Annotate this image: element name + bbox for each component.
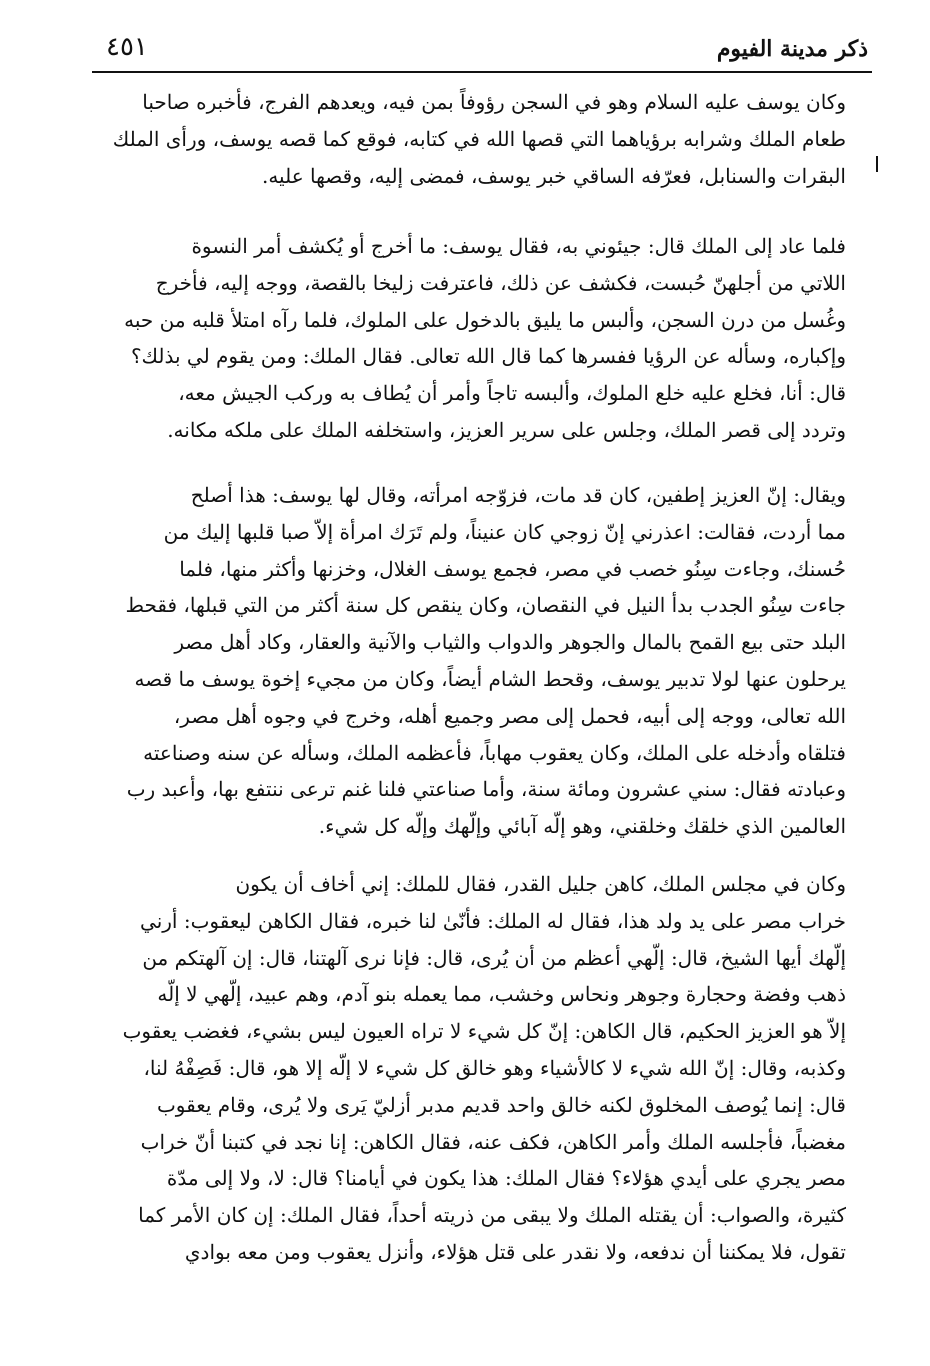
text-line: مما أردت، فقالت: اعذرني إنّ زوجي كان عنيناً، ولم تَرَك امرأة إلاّ صبا قلبها إليك من (163, 519, 846, 544)
text-line: مصر يجري على أيدي هؤلاء؟ فقال الملك: هذا يكون في أيامنا؟ قال: لا، ولا إلى مدّة (166, 1166, 846, 1191)
chapter-title: ذكر مدينة الفيوم (716, 36, 868, 62)
text-line: فلما عاد إلى الملك قال: جيئوني به، فقال يوسف: ما أخرج أو يُكشف أمر النسوة (191, 234, 846, 258)
running-header (92, 28, 868, 72)
text-line: وتردد إلى قصر الملك، وجلس على سرير العزيز، واستخلفه الملك على ملكه مكانه. (167, 417, 846, 442)
text-line: تقول، فلا يمكننا أن ندفعه، ولا نقدر على قتل هؤلاء، وأنزل يعقوب ومن معه بوادي (184, 1239, 846, 1264)
text-line: اللاتي من أجلهنّ حُبست، فكشف عن ذلك، فاعترفت زليخا بالقصة، ووجه إليه، فأخرج (155, 270, 846, 295)
text-line: العالمين الذي خلقك وخلقني، وهو إلّه آبائي وإلّهك وإلّه كل شيء. (318, 814, 846, 839)
paragraph-4 (70, 866, 846, 1271)
text-line: إلّهك أيها الشيخ، قال: إلّهي أعظم من أن يُرى، قال: فإنا نرى آلهتنا، قال: إن آلهتكم من (142, 945, 846, 970)
header-rule (92, 71, 872, 73)
text-line: ذهب وفضة وحجارة وجوهر ونحاس وخشب، مما يعمله بنو آدم، وهم عبيد، إلّهي لا إلّه (157, 982, 846, 1007)
text-line: ويقال: إنّ العزيز إطفين، كان قد مات، فزوّجه امرأته، وقال لها يوسف: هذا أصلح (190, 483, 846, 507)
paragraph-3 (70, 477, 846, 845)
text-line: خراب مصر على يد ولد هذا، فقال له الملك: فأنّىٰ لنا خبره، فقال الكاهن ليعقوب: أرني (140, 908, 846, 933)
paragraph-2 (70, 228, 846, 449)
text-line: وكان في مجلس الملك، كاهن جليل القدر، فقال للملك: إني أخاف أن يكون (235, 872, 846, 896)
page-number: ٤٥١ (106, 32, 148, 62)
margin-mark (876, 156, 878, 172)
text-line: قال: إنما يُوصف المخلوق لكنه خالق واحد قديم مدبر أزليّ يَرى ولا يُرى، وقام يعقوب (156, 1092, 846, 1117)
text-line: الله تعالى، ووجه إلى أبيه، فحمل إلى مصر وجميع أهله، وخرج في وجوه أهل مصر، (173, 703, 846, 728)
text-line: فتلقاه وأدخله على الملك، وكان يعقوب مهاباً، فأعظمه الملك، وسأله عن سنه وصناعته (143, 740, 846, 765)
text-line: حُسنك، وجاءت سِنُو خصب في مصر، فجمع يوسف الغلال، وخزنها وأكثر منها، فلما (179, 556, 846, 581)
text-line: جاءت سِنُو الجدب بدأ النيل في النقصان، وكان ينقص كل سنة أكثر من التي قبلها، فقحط (125, 593, 846, 618)
text-line: وكذبه، وقال: إنّ الله شيء لا كالأشياء وهو خالق كل شيء لا إلّه إلا هو، قال: فَصِفْهُ لنا، (143, 1055, 846, 1080)
text-line: وغُسل من درن السجن، وألبس ما يليق بالدخول على الملوك، فلما رآه امتلأ قلبه من حبه (124, 307, 846, 332)
text-line: وعبادته فقال: سني عشرون ومائة سنة، وأما صناعتي فلنا غنم ترعى ننتفع بها، وأعبد رب (126, 777, 846, 802)
text-line: قال: أنا، فخلع عليه خلع الملوك، وألبسه تاجاً وأمر أن يُطاف به وركب الجيش معه، (178, 381, 846, 406)
text-line: وإكباره، وسأله عن الرؤيا ففسرها كما قال الله تعالى. فقال الملك: ومن يقوم لي بذلك؟ (130, 344, 846, 369)
text-line: وكان يوسف عليه السلام وهو في السجن رؤوفاً بمن فيه، ويعدهم الفرج، فأخبره صاحبا (142, 90, 846, 114)
text-line: البقرات والسنابل، فعرّفه الساقي خبر يوسف، فمضى إليه، وقصها عليه. (261, 163, 846, 188)
text-line: إلاّ هو العزيز الحكيم، قال الكاهن: إنّ كل شيء لا تراه العيون ليس بشيء، فغضب يعقوب (122, 1019, 846, 1044)
text-line: يرحلون عنها لولا تدبير يوسف، وقحط الشام أيضاً، وكان من مجيء إخوة يوسف ما قصه (134, 666, 846, 691)
text-line: البلد حتى بيع القمح بالمال والجوهر والدواب والثياب والآنية والعقار، وكاد أهل مصر (174, 630, 846, 655)
text-line: كثيرة، والصواب: أن يقتله الملك ولا يبقى من ذريته أحداً، فقال الملك: إن كان الأمر كما (138, 1203, 846, 1228)
text-line: مغضباً، فأجلسه الملك وأمر الكاهن، فكف عنه، فقال الكاهن: إنا نجد في كتبنا أنّ خراب (140, 1129, 846, 1154)
text-line: طعام الملك وشرابه برؤياهما التي قصها الله في كتابه، فوقع كما قصه يوسف، ورأى الملك (112, 126, 846, 151)
paragraph-1 (70, 84, 846, 194)
